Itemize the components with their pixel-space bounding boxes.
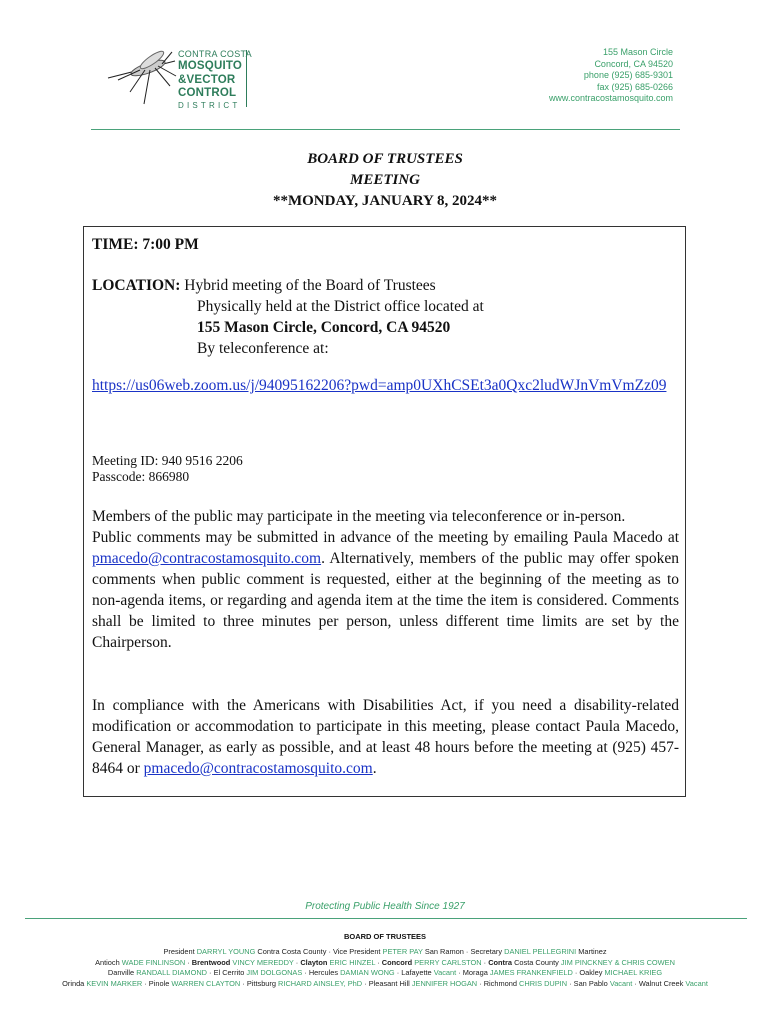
logo-line3: &VECTOR — [178, 73, 236, 86]
trustee-name: MICHAEL KRIEG — [604, 968, 663, 977]
ada-text: In compliance with the Americans with Disabilities Act, if you need a disability-related modification or accommodation to participate in this meeting, please contact Paula Macedo, General Manager, as early as possible, and at least 48 hours before the meeting at (925) 457-8464 or — [92, 697, 679, 777]
board-text: · El Cerrito — [207, 968, 247, 977]
logo-line5: DISTRICT — [178, 100, 241, 110]
meeting-time: TIME: 7:00 PM — [92, 236, 199, 253]
logo-line1: CONTRA COSTA — [178, 49, 252, 59]
board-text: · Oakley — [572, 968, 605, 977]
participation-text: Members of the public may participate in the meeting via teleconference or in-person. — [92, 508, 626, 525]
logo-line2: MOSQUITO — [178, 60, 243, 72]
trustee-name: RICHARD AINSLEY, PhD — [278, 978, 363, 988]
board-line-3 — [0, 968, 770, 979]
board-text: · — [375, 957, 382, 967]
board-text: Costa County — [512, 957, 561, 967]
trustee-name: VINCY MEREDDY — [232, 957, 294, 967]
location-line2: Physically held at the District office located at — [197, 298, 484, 315]
trustee-name: Vacant — [685, 978, 708, 988]
board-text: · Pinole — [142, 978, 172, 988]
meeting-id: Meeting ID: 940 9516 2206 — [92, 453, 243, 468]
zoom-link[interactable]: https://us06web.zoom.us/j/94095162206?pwd=amp0UXhCSEt3a0Qxc2ludWJnVmVmZz09 — [92, 377, 667, 394]
meeting-credentials — [92, 453, 243, 485]
address-phone: phone (925) 685-9301 — [583, 70, 673, 80]
footer-divider — [25, 918, 747, 919]
board-text: Contra — [488, 957, 513, 967]
address-fax: fax (925) 685-0266 — [596, 81, 673, 92]
trustee-name: Vacant — [609, 978, 633, 988]
board-text: · Moraga — [456, 968, 490, 977]
public-comment-paragraph — [92, 506, 679, 653]
board-text: Clayton — [300, 957, 328, 967]
footer-tagline: Protecting Public Health Since 1927 — [305, 901, 465, 912]
trustee-name: JIM DOLGONAS — [246, 968, 303, 977]
location-line1: Hybrid meeting of the Board of Trustees — [184, 277, 436, 294]
footer-board-title: BOARD OF TRUSTEES — [343, 932, 427, 941]
meeting-info-box — [83, 226, 686, 797]
trustee-name: Vacant — [433, 968, 457, 977]
board-text: Brentwood — [191, 957, 231, 967]
trustee-name: KEVIN MARKER — [86, 978, 143, 988]
trustee-name: JENNIFER HOGAN — [411, 978, 478, 988]
trustee-name: WADE FINLINSON — [121, 957, 186, 967]
meeting-passcode: Passcode: 866980 — [92, 469, 190, 484]
board-text: Concord — [381, 957, 413, 967]
board-text: Orinda — [62, 978, 87, 988]
address-city: Concord, CA 94520 — [594, 58, 673, 69]
board-text: Martinez — [576, 947, 607, 956]
trustee-name: WARREN CLAYTON — [171, 978, 241, 988]
ada-text-end: . — [372, 760, 377, 777]
board-text: · Richmond — [477, 978, 520, 988]
logo-line4: CONTROL — [178, 87, 237, 99]
title-line2: MEETING — [349, 172, 420, 188]
header-divider — [91, 129, 680, 130]
address-street: 155 Mason Circle — [602, 47, 673, 57]
board-text: · — [293, 957, 301, 967]
title-date: **MONDAY, JANUARY 8, 2024** — [272, 193, 498, 209]
board-text: · — [185, 957, 192, 967]
board-text: · Lafayette — [394, 968, 434, 977]
footer-board-members — [0, 947, 770, 989]
trustee-name: DAMIAN WONG — [340, 968, 395, 977]
trustee-name: RANDALL DIAMOND — [136, 968, 207, 977]
trustee-name: PERRY CARLSTON — [414, 957, 482, 967]
board-text: President — [163, 947, 197, 956]
board-text: · Hercules — [302, 968, 341, 977]
board-text: Danville — [107, 968, 137, 977]
board-text: · Pleasant Hill — [362, 978, 412, 988]
district-address — [549, 47, 673, 105]
trustee-name: JAMES FRANKENFIELD — [489, 968, 573, 977]
email-link[interactable]: pmacedo@contracostamosquito.com — [92, 550, 322, 567]
title-line1: BOARD OF TRUSTEES — [307, 151, 463, 167]
meeting-location — [92, 275, 679, 359]
address-web[interactable]: www.contracostamosquito.com — [548, 93, 673, 103]
comment-text-a: Public comments may be submitted in advance of the meeting by emailing Paula Macedo at — [92, 529, 679, 546]
trustee-name: JIM PINCKNEY & CHRIS COWEN — [560, 957, 675, 967]
board-line-4 — [0, 979, 770, 990]
trustee-name: ERIC HINZEL — [329, 957, 376, 967]
logo-wordmark — [178, 50, 252, 110]
trustee-name: DARRYL YOUNG — [196, 947, 256, 956]
location-line4: By teleconference at: — [197, 340, 329, 357]
board-text: San Ramon · Secretary — [422, 947, 505, 956]
trustee-name: CHRIS DUPIN — [519, 978, 568, 988]
ada-paragraph — [92, 695, 679, 779]
comment-text-b: . Alternatively, members of the public may offer spoken comments when public comment is requested, either at the beginning of the meeting as to non-agenda items, or regarding and agenda item at the time the item is considered. Comments shall be limited to three minutes per person, unless different time limits are set by the Chairperson. — [92, 550, 679, 651]
trustee-name: PETER PAY — [382, 947, 423, 956]
trustee-name: DANIEL PELLEGRINI — [504, 947, 577, 956]
board-line-2 — [0, 958, 770, 969]
board-text: Antioch — [95, 957, 122, 967]
board-line-1 — [0, 947, 770, 958]
board-text: · — [481, 957, 489, 967]
board-text: · Pittsburg — [240, 978, 279, 988]
board-text: Contra Costa County · Vice President — [255, 947, 383, 956]
location-label: LOCATION: — [92, 277, 181, 294]
location-line3: 155 Mason Circle, Concord, CA 94520 — [197, 319, 451, 336]
page-title — [0, 149, 770, 212]
board-text: · San Pablo — [567, 978, 610, 988]
ada-email-link[interactable]: pmacedo@contracostamosquito.com — [143, 760, 373, 777]
board-text: · Walnut Creek — [632, 978, 686, 988]
